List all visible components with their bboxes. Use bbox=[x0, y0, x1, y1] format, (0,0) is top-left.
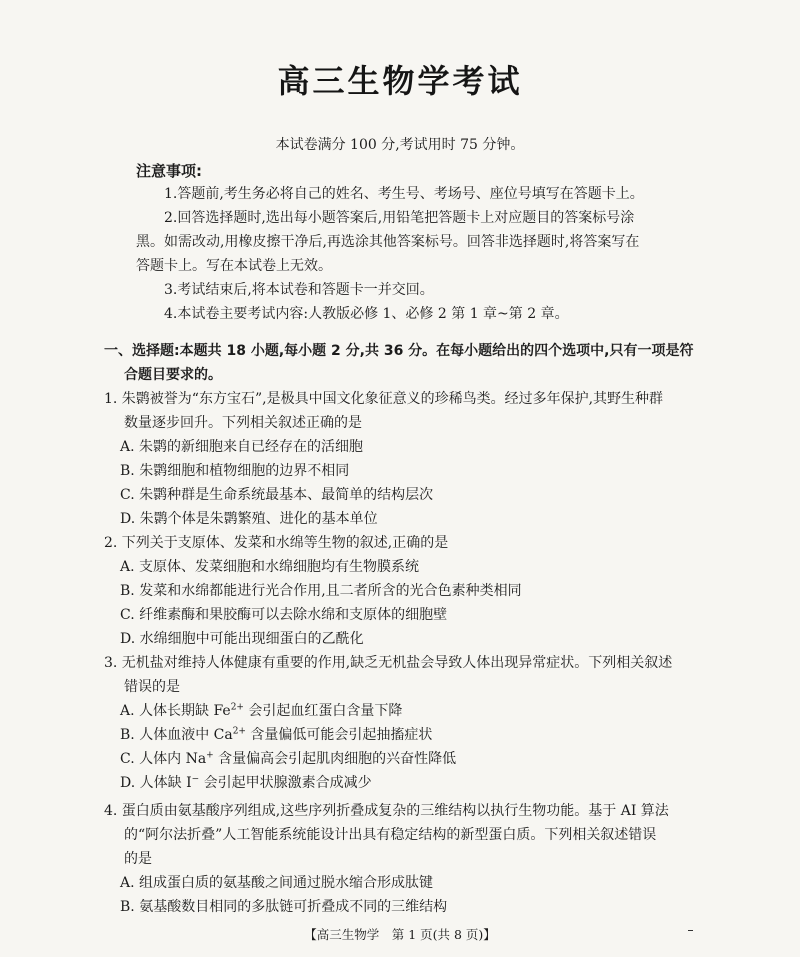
ion-charge: 2+ bbox=[232, 726, 246, 737]
question-4-option-b: B. 氨基酸数目相同的多肽链可折叠成不同的三维结构 bbox=[120, 899, 448, 915]
note-line: 黑。如需改动,用橡皮擦干净后,再选涂其他答案标号。回答非选择题时,将答案写在 bbox=[136, 234, 640, 250]
ion-charge: − bbox=[191, 774, 200, 785]
question-3-stem: 错误的是 bbox=[124, 679, 180, 695]
question-4-option-a: A. 组成蛋白质的氨基酸之间通过脱水缩合形成肽键 bbox=[120, 875, 434, 891]
exam-info: 本试卷满分 100 分,考试用时 75 分钟。 bbox=[275, 137, 525, 153]
ion-charge: + bbox=[206, 750, 214, 761]
question-3-stem: 3. 无机盐对维持人体健康有重要的作用,缺乏无机盐会导致人体出现异常症状。下列相关叙述 bbox=[104, 655, 673, 671]
page-footer: 【高三生物学 第 1 页(共 8 页)】 bbox=[304, 927, 496, 942]
question-3-option-d bbox=[120, 772, 372, 792]
notes-heading: 注意事项: bbox=[136, 162, 202, 180]
question-3-option-a bbox=[120, 700, 402, 720]
question-2-option-c: C. 纤维素酶和果胶酶可以去除水绵和支原体的细胞壁 bbox=[120, 607, 448, 623]
note-line: 1.答题前,考生务必将自己的姓名、考生号、考场号、座位号填写在答题卡上。 bbox=[164, 186, 644, 202]
option-text: 含量偏高会引起肌肉细胞的兴奋性降低 bbox=[213, 751, 457, 767]
option-text: 会引起血红蛋白含量下降 bbox=[243, 703, 403, 719]
note-line: 2.回答选择题时,选出每小题答案后,用铅笔把答题卡上对应题目的答案标号涂 bbox=[164, 210, 635, 226]
question-3-option-b bbox=[120, 724, 432, 744]
question-1-option-d: D. 朱鹮个体是朱鹮繁殖、进化的基本单位 bbox=[120, 511, 378, 527]
question-4-stem: 的是 bbox=[124, 851, 152, 867]
note-line: 答题卡上。写在本试卷上无效。 bbox=[136, 258, 332, 274]
question-4-stem: 的“阿尔法折叠”人工智能系统能设计出具有稳定结构的新型蛋白质。下列相关叙述错误 bbox=[124, 827, 657, 843]
note-line: 4.本试卷主要考试内容:人教版必修 1、必修 2 第 1 章~第 2 章。 bbox=[164, 306, 569, 322]
question-2-option-d: D. 水绵细胞中可能出现细蛋白的乙酰化 bbox=[120, 631, 364, 647]
question-2-stem: 2. 下列关于支原体、发菜和水绵等生物的叙述,正确的是 bbox=[104, 535, 449, 551]
question-2-option-a: A. 支原体、发菜细胞和水绵细胞均有生物膜系统 bbox=[120, 559, 420, 575]
ion-charge: 2+ bbox=[230, 702, 244, 713]
section-heading: 一、选择题:本题共 18 小题,每小题 2 分,共 36 分。在每小题给出的四个选项中,只有一项是符 bbox=[104, 343, 694, 359]
question-1-stem: 1. 朱鹮被誉为“东方宝石”,是极具中国文化象征意义的珍稀鸟类。经过多年保护,其野生种群 bbox=[104, 391, 664, 407]
question-2-option-b: B. 发菜和水绵都能进行光合作用,且二者所含的光合色素种类相同 bbox=[120, 583, 522, 599]
option-text: C. 人体内 Na bbox=[120, 751, 207, 767]
option-text: A. 人体长期缺 Fe bbox=[120, 703, 231, 719]
question-1-option-c: C. 朱鹮种群是生命系统最基本、最简单的结构层次 bbox=[120, 487, 434, 503]
option-text: 含量偏低可能会引起抽搐症状 bbox=[245, 727, 433, 743]
page-title: 高三生物学考试 bbox=[277, 62, 523, 100]
question-4-stem: 4. 蛋白质由氨基酸序列组成,这些序列折叠成复杂的三维结构以执行生物功能。基于 AI 算法 bbox=[104, 803, 669, 819]
option-text: B. 人体血液中 Ca bbox=[120, 727, 233, 743]
question-1-option-b: B. 朱鹮细胞和植物细胞的边界不相同 bbox=[120, 463, 350, 479]
question-3-option-c bbox=[120, 748, 456, 768]
question-1-stem: 数量逐步回升。下列相关叙述正确的是 bbox=[124, 415, 362, 431]
question-1-option-a: A. 朱鹮的新细胞来自已经存在的活细胞 bbox=[120, 439, 364, 455]
option-text: 会引起甲状腺激素合成减少 bbox=[199, 775, 372, 791]
note-line: 3.考试结束后,将本试卷和答题卡一并交回。 bbox=[164, 282, 434, 298]
option-text: D. 人体缺 I bbox=[120, 775, 192, 791]
scan-mark bbox=[688, 930, 693, 931]
section-heading-cont: 合题目要求的。 bbox=[124, 367, 222, 383]
